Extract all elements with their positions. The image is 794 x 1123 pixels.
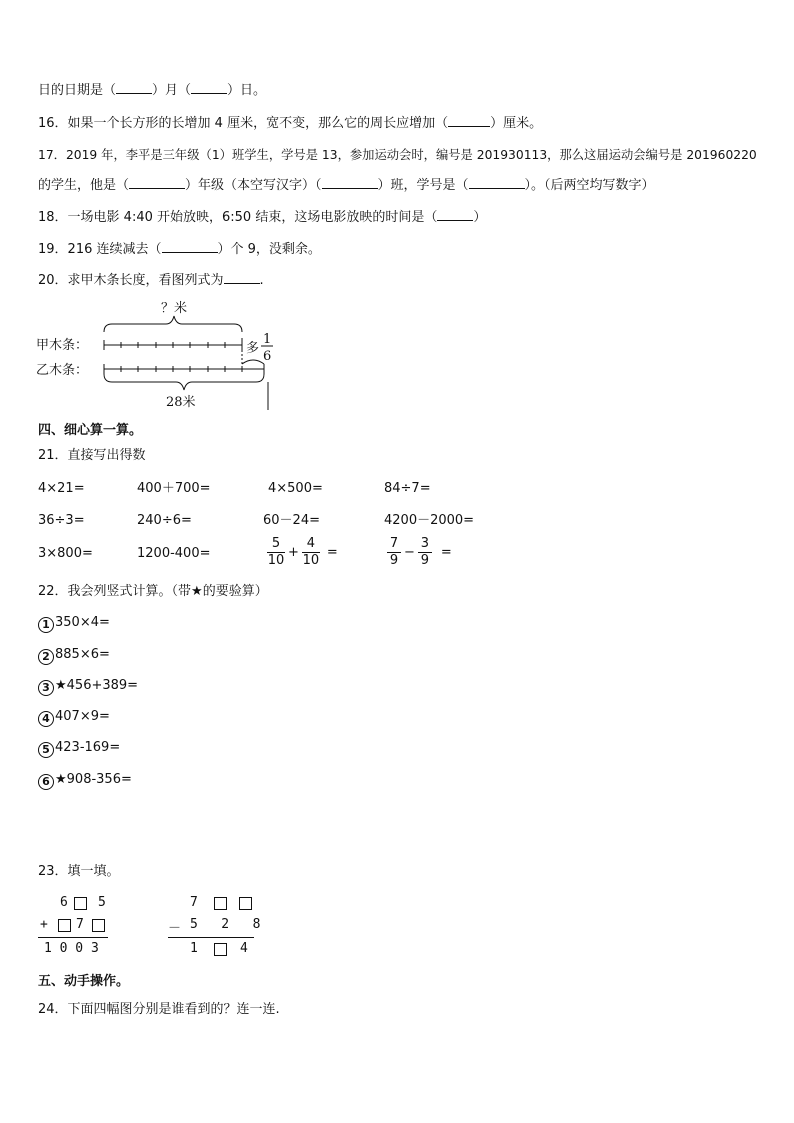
calc-item: 4×21= bbox=[38, 481, 85, 496]
calc-item: 400＋700= bbox=[137, 481, 211, 496]
answer-blank[interactable] bbox=[437, 208, 473, 221]
more-label: 多 bbox=[246, 341, 260, 356]
addition-puzzle: 6 5 + 7 1 0 0 3 bbox=[38, 893, 118, 963]
answer-blank[interactable] bbox=[448, 114, 490, 127]
q15-continuation: 日的日期是（ ）月（ ）日。 bbox=[38, 83, 267, 98]
answer-blank[interactable] bbox=[322, 176, 378, 189]
vertical-calc-item: 1 350×4= bbox=[38, 614, 110, 633]
question-18: 18．一场电影 4:40 开始放映，6:50 结束，这场电影放映的时间是（ ） bbox=[38, 210, 487, 225]
vertical-calc-item: 5 423-169= bbox=[38, 739, 120, 758]
circled-number: 6 bbox=[38, 774, 54, 790]
extra-brace bbox=[242, 360, 264, 364]
circled-number: 1 bbox=[38, 617, 54, 633]
question-17-line1: 17．2019 年，李平是三年级（1）班学生，学号是 13，参加运动会时，编号是 201930113，那么这届运动会编号是 201960220 bbox=[38, 148, 757, 162]
digit-box[interactable] bbox=[74, 897, 87, 910]
section-4-heading: 四、细心算一算。 bbox=[38, 423, 143, 438]
answer-blank[interactable] bbox=[162, 240, 218, 253]
calc-item: 240÷6= bbox=[137, 513, 192, 528]
calc-item: 60－24= bbox=[263, 513, 320, 528]
circled-number: 5 bbox=[38, 742, 54, 758]
fraction-numerator: 1 bbox=[263, 332, 272, 347]
row1-label: 甲木条： bbox=[36, 338, 89, 353]
difference-line bbox=[168, 937, 254, 938]
question-21-title: 21．直接写出得数 bbox=[38, 448, 146, 463]
answer-blank[interactable] bbox=[469, 176, 525, 189]
answer-blank[interactable] bbox=[224, 271, 260, 284]
digit-box[interactable] bbox=[239, 897, 252, 910]
answer-blank[interactable] bbox=[129, 176, 185, 189]
digit-box[interactable] bbox=[214, 897, 227, 910]
fraction-difference: 7 9 − 3 9 = bbox=[384, 536, 452, 569]
question-16: 16．如果一个长方形的长增加 4 厘米，宽不变，那么它的周长应增加（ ）厘米。 bbox=[38, 116, 543, 131]
question-22-title: 22．我会列竖式计算。（带★的要验算） bbox=[38, 584, 268, 599]
calc-item: 36÷3= bbox=[38, 513, 85, 528]
calc-item: 4200－2000= bbox=[384, 513, 475, 528]
calc-item: 84÷7= bbox=[384, 481, 431, 496]
question-24: 24．下面四幅图分别是谁看到的？连一连. bbox=[38, 1002, 280, 1017]
top-brace bbox=[104, 316, 242, 332]
digit-box[interactable] bbox=[58, 919, 71, 932]
circled-number: 3 bbox=[38, 680, 54, 696]
fraction-sum: 5 10 + 4 10 = bbox=[267, 536, 338, 568]
answer-blank[interactable] bbox=[191, 81, 227, 94]
question-17-line2: 的学生，他是（ ）年级（本空写汉字）（ ）班，学号是（ ）。（后两空均写数字） bbox=[38, 178, 655, 193]
circled-number: 2 bbox=[38, 649, 54, 665]
vertical-calc-item: 6 ★908-356= bbox=[38, 771, 132, 790]
row2-label: 乙木条： bbox=[36, 363, 89, 378]
section-5-heading: 五、动手操作。 bbox=[38, 974, 130, 989]
bottom-label: 28米 bbox=[166, 395, 196, 410]
answer-blank[interactable] bbox=[116, 81, 152, 94]
digit-box[interactable] bbox=[92, 919, 105, 932]
fraction-denominator: 6 bbox=[263, 349, 272, 364]
sum-line bbox=[38, 937, 108, 938]
question-19: 19．216 连续减去（ ）个 9，没剩余。 bbox=[38, 242, 321, 257]
digit-box[interactable] bbox=[214, 943, 227, 956]
subtraction-puzzle: 7 － 5 2 8 1 4 bbox=[168, 895, 261, 956]
calc-item: 3×800= bbox=[38, 546, 93, 561]
vertical-calc-item: 4 407×9= bbox=[38, 708, 110, 727]
question-23-title: 23．填一填。 bbox=[38, 864, 120, 879]
calc-item: 4×500= bbox=[268, 481, 323, 496]
wood-strip-diagram bbox=[36, 298, 286, 410]
bottom-brace bbox=[104, 374, 264, 390]
vertical-calc-item: 2 885×6= bbox=[38, 646, 110, 665]
diagram-top-label: ？米 bbox=[161, 301, 188, 316]
circled-number: 4 bbox=[38, 711, 54, 727]
vertical-calc-item: 3 ★456+389= bbox=[38, 677, 138, 696]
calc-item: 1200-400= bbox=[137, 546, 211, 561]
question-20: 20．求甲木条长度，看图列式为 . bbox=[38, 273, 264, 288]
